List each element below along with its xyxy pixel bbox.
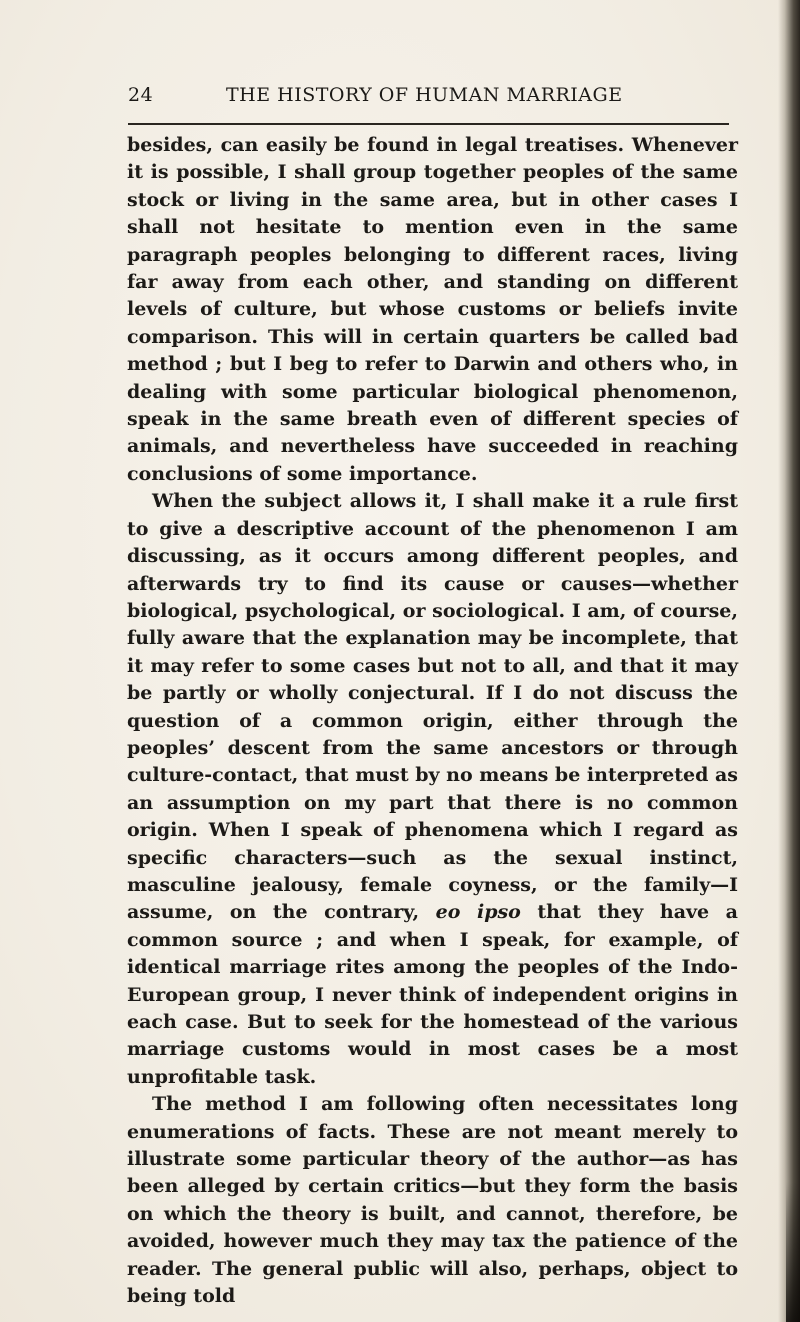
paragraph-1-text: besides, can easily be found in legal treatises. Whenever it is possible, I shall group together peoples of the same stock or living in the same area, but in other cases I shall not hesitate to mention even in the same paragraph peoples belonging to different races, living far away from each other, and standing on different levels of culture, but whose customs or beliefs invite comparison. This will in certain quarters be called bad method ; but I beg to refer to Darwin and others who, in dealing with some particular biological phenomenon, speak in the same breath even of different species of animals, and nevertheless have succeeded in reaching conclusions of some importance. [127,134,738,485]
page-number: 24 [128,84,154,106]
paragraph-3-text: The method I am following often necessitates long enumerations of facts. These are not meant merely to illustrate some particular theory of the author—as has been alleged by certain critics—but they form the basis on which the theory is built, and cannot, therefore, be avoided, however much they may tax the patience of the reader. The general public will also, perhaps, object to being told [127,1093,738,1308]
paragraph-3 [127,1091,738,1310]
paragraph-1 [127,132,738,488]
page-edge-shadow [778,0,800,1322]
paragraph-2-italic-phrase: eo ipso [435,901,521,924]
header-rule [128,123,729,125]
page-header [128,82,728,112]
body-text [127,132,738,1310]
paragraph-2-text-after: that they have a common source ; and when I speak, for example, of identical marriage rites among the peoples of the Indo-European group, I never think of independent origins in each case. But to seek for the homestead of the various marriage customs would in most cases be a most unprofitable task. [127,901,738,1088]
running-title: THE HISTORY OF HUMAN MARRIAGE [226,84,623,106]
paragraph-2-text-before: When the subject allows it, I shall make it a rule first to give a descriptive account of the phenomenon I am discussing, as it occurs among different peoples, and afterwards try to find its cause or causes—whether biological, psychological, or sociological. I am, of course, fully aware that the explanation may be incomplete, that it may refer to some cases but not to all, and that it may be partly or wholly conjectural. If I do not discuss the question of a common origin, either through the peoples’ descent from the same ancestors or through culture-contact, that must by no means be interpreted as an assumption on my part that there is no common origin. When I speak of phenomena which I regard as specific characters—such as the sexual instinct, masculine jealousy, female coyness, or the family—I assume, on the contrary, [127,490,738,924]
page-corner-shadow [786,1182,800,1322]
paragraph-2 [127,488,738,1091]
